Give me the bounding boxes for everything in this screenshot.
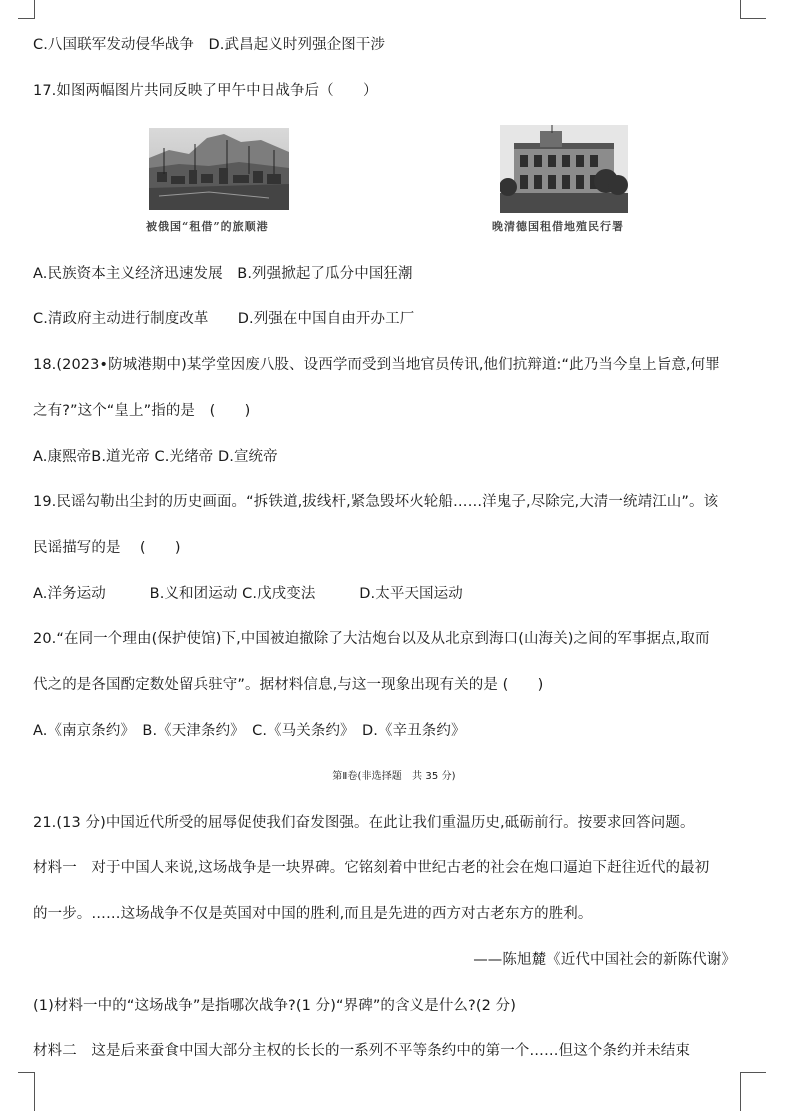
crop-mark	[740, 1072, 741, 1111]
material-2: 材料二 这是后来蚕食中国大部分主权的长长的一系列不平等条约中的第一个……但这个条约并未结束	[33, 1043, 690, 1059]
option-line: C.八国联军发动侵华战争 D.武昌起义时列强企图干涉	[33, 37, 386, 53]
question-17: 17.如图两幅图片共同反映了甲午中日战争后（ ）	[33, 83, 378, 99]
left-figure-caption: 被俄国“租借”的旅顺港	[146, 220, 269, 233]
crop-mark	[34, 0, 35, 18]
crop-mark	[740, 0, 741, 18]
material-1-cont: 的一步。……这场战争不仅是英国对中国的胜利,而且是先进的西方对古老东方的胜利。	[33, 906, 593, 922]
question-19-options: A.洋务运动 B.义和团运动 C.戊戌变法 D.太平天国运动	[33, 586, 463, 602]
material-1-source: ——陈旭麓《近代中国社会的新陈代谢》	[473, 952, 736, 968]
material-1: 材料一 对于中国人来说,这场战争是一块界碑。它铭刻着中世纪古老的社会在炮口逼迫下赶往近代的最初	[33, 860, 710, 876]
crop-mark	[740, 1072, 766, 1073]
question-18-cont: 之有?”这个“皇上”指的是 ( )	[33, 403, 251, 419]
question-21-part-1: (1)材料一中的“这场战争”是指哪次战争?(1 分)“界碑”的含义是什么?(2 分)	[33, 998, 516, 1014]
question-19: 19.民谣勾勒出尘封的历史画面。“拆铁道,拔线杆,紧急毁坏火轮船……洋鬼子,尽除完,大清一统靖江山”。该	[33, 494, 719, 510]
crop-mark	[18, 18, 35, 19]
crop-mark	[740, 18, 766, 19]
crop-mark	[34, 1072, 35, 1111]
question-20-options: A.《南京条约》 B.《天津条约》 C.《马关条约》 D.《辛丑条约》	[33, 723, 466, 739]
lushun-port-photo	[149, 128, 289, 210]
question-18-options: A.康熙帝B.道光帝 C.光绪帝 D.宣统帝	[33, 449, 278, 465]
german-office-photo	[500, 125, 628, 213]
question-20-cont: 代之的是各国酌定数处留兵驻守”。据材料信息,与这一现象出现有关的是 ( )	[33, 677, 544, 693]
right-figure-caption: 晚清德国租借地殖民行署	[492, 220, 624, 233]
question-17-options-cd: C.清政府主动进行制度改革 D.列强在中国自由开办工厂	[33, 311, 415, 327]
question-18: 18.(2023•防城港期中)某学堂因废八股、设西学而受到当地官员传讯,他们抗辩道:“此乃当今皇上旨意,何罪	[33, 357, 720, 373]
crop-mark	[18, 1072, 35, 1073]
question-19-cont: 民谣描写的是 ( )	[33, 540, 181, 556]
question-21: 21.(13 分)中国近代所受的屈辱促使我们奋发图强。在此让我们重温历史,砥砺前行。按要求回答问题。	[33, 815, 695, 831]
section-2-heading: 第Ⅱ卷(非选择题 共 35 分)	[332, 771, 456, 782]
question-17-options-ab: A.民族资本主义经济迅速发展 B.列强掀起了瓜分中国狂潮	[33, 266, 413, 282]
question-20: 20.“在同一个理由(保护使馆)下,中国被迫撤除了大沽炮台以及从北京到海口(山海关)之间的军事据点,取而	[33, 631, 710, 647]
